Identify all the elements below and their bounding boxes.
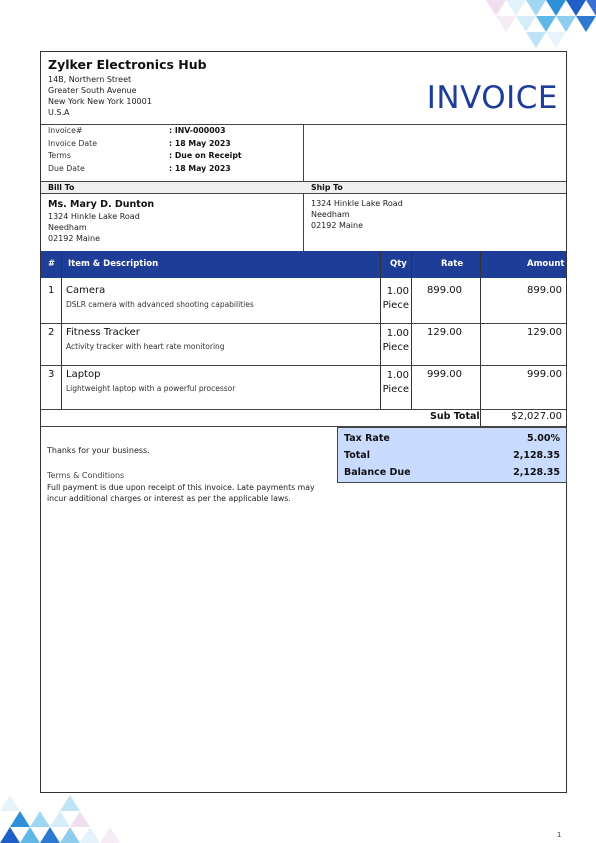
row-divider bbox=[41, 323, 566, 324]
bill-to-block bbox=[48, 198, 154, 244]
column-divider bbox=[411, 251, 412, 409]
company-address bbox=[48, 74, 207, 118]
total-row bbox=[338, 430, 566, 447]
terms-title: Terms & Conditions bbox=[47, 471, 125, 480]
bill-address-line: 1324 Hinkle Lake Road bbox=[48, 212, 140, 221]
item-description: Activity tracker with heart rate monitoring bbox=[66, 342, 225, 351]
terms-text: Full payment is due upon receipt of this invoice. Late payments may incur additional charges or interest as per the applicable laws. bbox=[47, 483, 315, 503]
qty-value: 1.00 bbox=[386, 286, 409, 297]
balance-due-value: 2,128.35 bbox=[513, 467, 560, 478]
total-row bbox=[338, 447, 566, 464]
invoice-frame bbox=[40, 51, 567, 793]
document-title: INVOICE bbox=[426, 80, 558, 116]
item-qty bbox=[383, 327, 409, 355]
bill-address-line: Needham bbox=[48, 223, 87, 232]
col-header-amount: Amount bbox=[527, 259, 565, 269]
page-number: 1 bbox=[557, 831, 562, 839]
row-divider bbox=[41, 409, 566, 410]
qty-value: 1.00 bbox=[386, 328, 409, 339]
ship-to-block bbox=[311, 198, 403, 231]
company-block bbox=[48, 57, 207, 118]
qty-unit: Piece bbox=[382, 300, 409, 311]
column-divider bbox=[61, 251, 62, 409]
qty-unit: Piece bbox=[382, 342, 409, 353]
company-address-line: U.S.A bbox=[48, 108, 70, 117]
divider bbox=[303, 194, 304, 251]
item-rate: 999.00 bbox=[427, 369, 462, 380]
meta-row bbox=[48, 125, 303, 138]
notes: Thanks for your business. bbox=[47, 446, 150, 455]
ship-address-line: Needham bbox=[311, 210, 350, 219]
qty-unit: Piece bbox=[382, 384, 409, 395]
decorative-triangles-top bbox=[476, 0, 596, 48]
subtotal-value: $2,027.00 bbox=[511, 411, 562, 422]
meta-label: Due Date bbox=[48, 163, 85, 173]
items-table-header bbox=[41, 251, 566, 278]
col-header-num: # bbox=[48, 259, 56, 269]
column-divider bbox=[480, 251, 481, 427]
tax-rate-value: 5.00% bbox=[527, 433, 560, 444]
customer-name: Ms. Mary D. Dunton bbox=[48, 199, 155, 210]
qty-value: 1.00 bbox=[386, 370, 409, 381]
meta-value: : INV-000003 bbox=[169, 126, 226, 135]
row-number: 1 bbox=[48, 285, 55, 296]
item-rate: 129.00 bbox=[427, 327, 462, 338]
divider bbox=[303, 124, 304, 181]
bill-to-label: Bill To bbox=[48, 183, 75, 192]
column-divider bbox=[380, 251, 381, 409]
meta-row bbox=[48, 150, 303, 163]
col-header-qty: Qty bbox=[390, 259, 407, 269]
row-number: 2 bbox=[48, 327, 55, 338]
address-band bbox=[41, 181, 566, 194]
total-value: 2,128.35 bbox=[513, 450, 560, 461]
ship-address-line: 02192 Maine bbox=[311, 221, 364, 230]
item-description: Lightweight laptop with a powerful processor bbox=[66, 384, 236, 393]
item-qty bbox=[383, 285, 409, 313]
meta-row bbox=[48, 138, 303, 151]
meta-value: : 18 May 2023 bbox=[169, 163, 231, 173]
col-header-item: Item & Description bbox=[68, 259, 159, 269]
ship-address-line: 1324 Hinkle Lake Road bbox=[311, 199, 403, 208]
ship-to-label: Ship To bbox=[311, 183, 343, 192]
decorative-triangles-bottom bbox=[0, 795, 120, 843]
company-address-line: New York New York 10001 bbox=[48, 97, 152, 106]
item-rate: 899.00 bbox=[427, 285, 462, 296]
total-row bbox=[338, 464, 566, 481]
item-qty bbox=[383, 369, 409, 397]
meta-label: Terms bbox=[48, 151, 71, 160]
row-divider bbox=[41, 365, 566, 366]
meta-label: Invoice Date bbox=[48, 138, 97, 148]
balance-due-label: Balance Due bbox=[344, 467, 411, 478]
bill-address-line: 02192 Maine bbox=[48, 234, 101, 243]
item-name: Laptop bbox=[66, 369, 101, 380]
item-description: DSLR camera with advanced shooting capabilities bbox=[66, 300, 254, 309]
col-header-rate: Rate bbox=[441, 259, 464, 269]
total-label: Total bbox=[344, 450, 370, 461]
meta-label: Invoice# bbox=[48, 126, 83, 135]
totals-box bbox=[337, 427, 567, 483]
item-name: Fitness Tracker bbox=[66, 327, 140, 338]
row-number: 3 bbox=[48, 369, 55, 380]
invoice-meta bbox=[48, 125, 303, 175]
company-address-line: 14B, Northern Street bbox=[48, 75, 132, 84]
item-amount: 899.00 bbox=[527, 285, 562, 296]
subtotal-label: Sub Total bbox=[430, 411, 480, 422]
company-address-line: Greater South Avenue bbox=[48, 86, 137, 95]
meta-row bbox=[48, 163, 303, 176]
item-amount: 129.00 bbox=[527, 327, 562, 338]
meta-value: : Due on Receipt bbox=[169, 151, 242, 160]
meta-value: : 18 May 2023 bbox=[169, 138, 231, 148]
item-name: Camera bbox=[66, 285, 106, 296]
company-name: Zylker Electronics Hub bbox=[48, 57, 207, 72]
tax-rate-label: Tax Rate bbox=[344, 433, 390, 444]
item-amount: 999.00 bbox=[527, 369, 562, 380]
